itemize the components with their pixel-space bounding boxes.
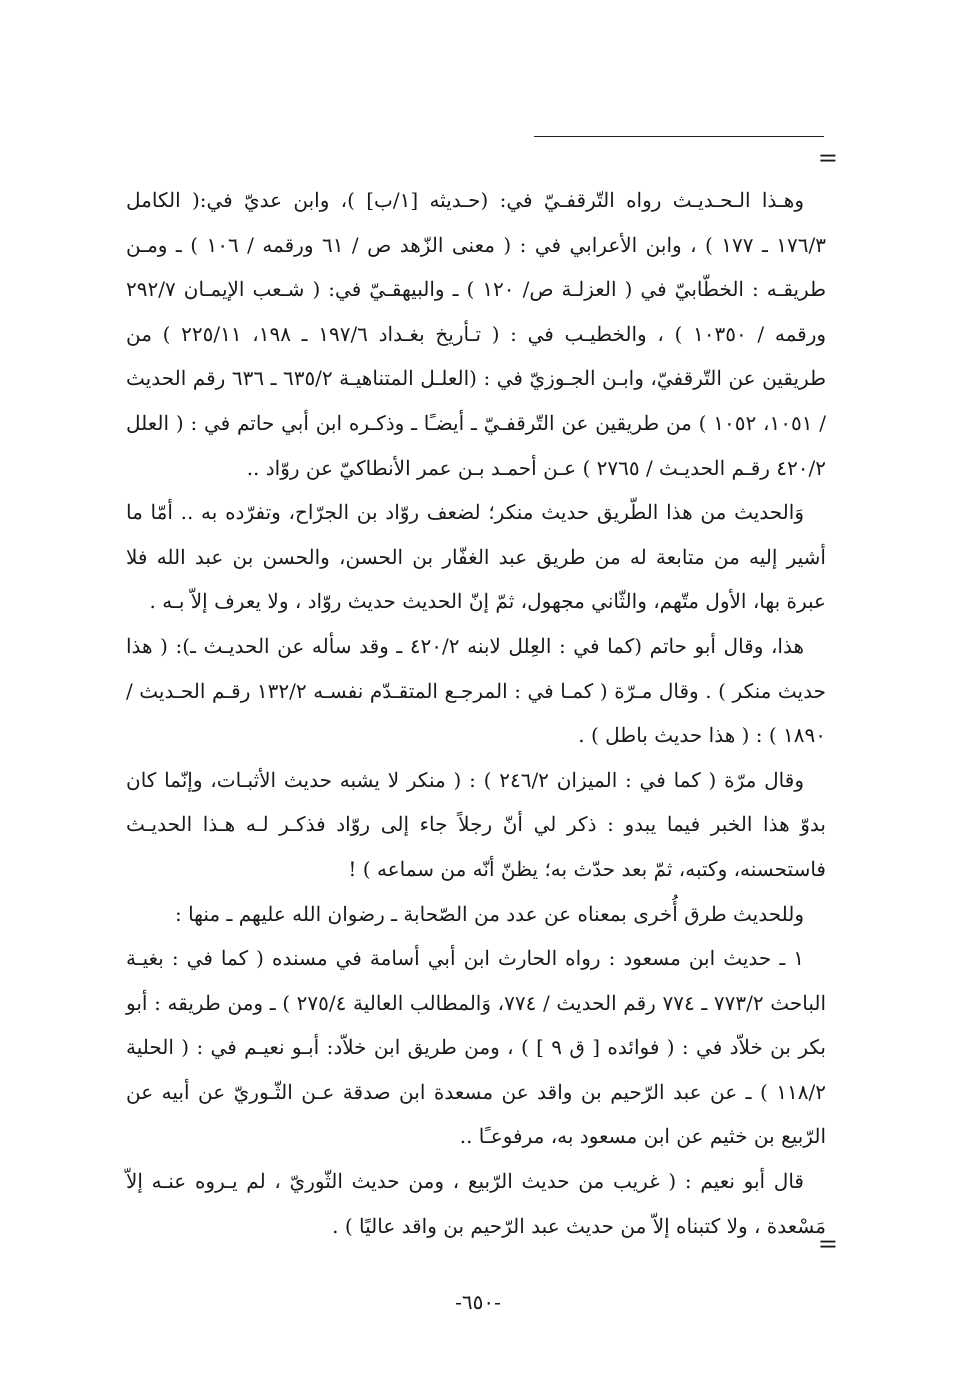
paragraph-4: وقال مرّة ( كما في : الميزان ٢٤٦/٢ ) : ( منكر لا يشبه حديث الأثبـات، وإنّما كان بدوّ هذا الخبر فيما يبدو : ذكر لي أنّ رجلاً جاء إلى روّاد فذكـر لـه هـذا الحديـث فاستحسنه، وكتبه، ثمّ بعد حدّث به؛ يظنّ أنّه من سماعه ) !	[126, 767, 826, 881]
continuation-mark-bottom: =	[817, 1230, 838, 1258]
page-number: -٦٥٠-	[455, 1290, 501, 1314]
paragraph-3: هذا، وقال أبو حاتم (كما في : العِلل لابنه ٤٢٠/٢ ـ وقد سأله عن الحديـث ـ): ( هذا حديث منكر ) . وقال مـرّة ( كمـا في : المرجـع المتقـدّم نفسـه ١٣٢/٢ رقـم الحـديث / ١٨٩٠ ) : ( هذا حديث باطل ) .	[126, 633, 826, 748]
paragraph-2: وَالحديث من هذا الطّريق حديث منكر؛ لضعف روّاد بن الجرّاح، وتفرّده به .. أمّا ما أشير إليه من متابعة له من طريق عبد الغفّار بن الحسن، والحسن بن عبد الله فلا عبرة بها، الأول متّهم، والثّاني مجهول، ثمّ إنّ الحديث حديث روّاد ، ولا يعرف إلاّ بـه .	[126, 500, 826, 614]
footnote-body	[126, 178, 826, 1248]
paragraph-5: وللحديث طرق أُخرى بمعناه عن عدد من الصّحابة ـ رضوان الله عليهم ـ منها :	[174, 901, 804, 926]
paragraph-1: وهـذا الـحـديـث رواه التّرقفـيّ في: (حـديثه [١/ب] )، وابن عديّ في:( الكامل ١٧٦/٣ ـ ١٧٧ ) ، وابن الأعرابي في : ( معنى الزّهد ص / ٦١ ورقمه / ١٠٦ ) ـ ومـن طريقـه : الخطّابيّ في ( العزلـة ص/ ١٢٠ ) ـ والبيهقـيّ في: ( شـعب الإيمـان ٢٩٢/٧ ورقمه / ١٠٣٥٠ ) ، والخطيـب في : ( تـأريخ بغـداد ١٩٧/٦ ـ ١٩٨، ٢٢٥/١١ ) من طريقين عن التّرقفيّ، وابـن الجـوزيّ في : (العلـل المتناهيـة ٦٣٥/٢ ـ ٦٣٦ رقم الحديث / ١٠٥١، ١٠٥٢ ) من طريقين عن التّرقفـيّ ـ أيضـًا ـ وذكـره ابن أبي حاتم في : ( العلل ٤٢٠/٢ رقـم الحديـث / ٢٧٦٥ ) عـن أحمـد بـن عمر الأنطاكيّ عن روّاد ..	[126, 188, 827, 480]
footnote-separator-rule	[534, 136, 824, 137]
paragraph-7: قال أبو نعيم : ( غريب من حديث الرّبيع ، ومن حديث الثّوريّ ، لم يـروه عنـه إلاّ مَسْعدة ، ولا كتبناه إلاّ من حديث عبد الرّحيم بن واقد عاليًا ) .	[126, 1169, 826, 1238]
continuation-mark-top: =	[817, 144, 838, 172]
paragraph-6: ١ ـ حديث ابن مسعود : رواه الحارث ابن أبي أسامة في مسنده ( كما في : بغيـة الباحث ٧٧٣/٢ ـ ٧٧٤ رقم الحديث / ٧٧٤، وَالمطالب العالية ٢٧٥/٤ ) ـ ومن طريقه : أبو بكر بن خلاّد في : ( فوائده [ ق ٩ ] ) ، ومن طريق ابن خلاّد: أبـو نعيـم في : ( الحلية ١١٨/٢ ) ـ عن عبد الرّحيم بن واقد عن مسعدة ابن صدقة عـن الثّـوريّ عن أبيه عن الرّبيع بن خثيم عن ابن مسعود به، مرفوعـًا ..	[126, 946, 827, 1149]
